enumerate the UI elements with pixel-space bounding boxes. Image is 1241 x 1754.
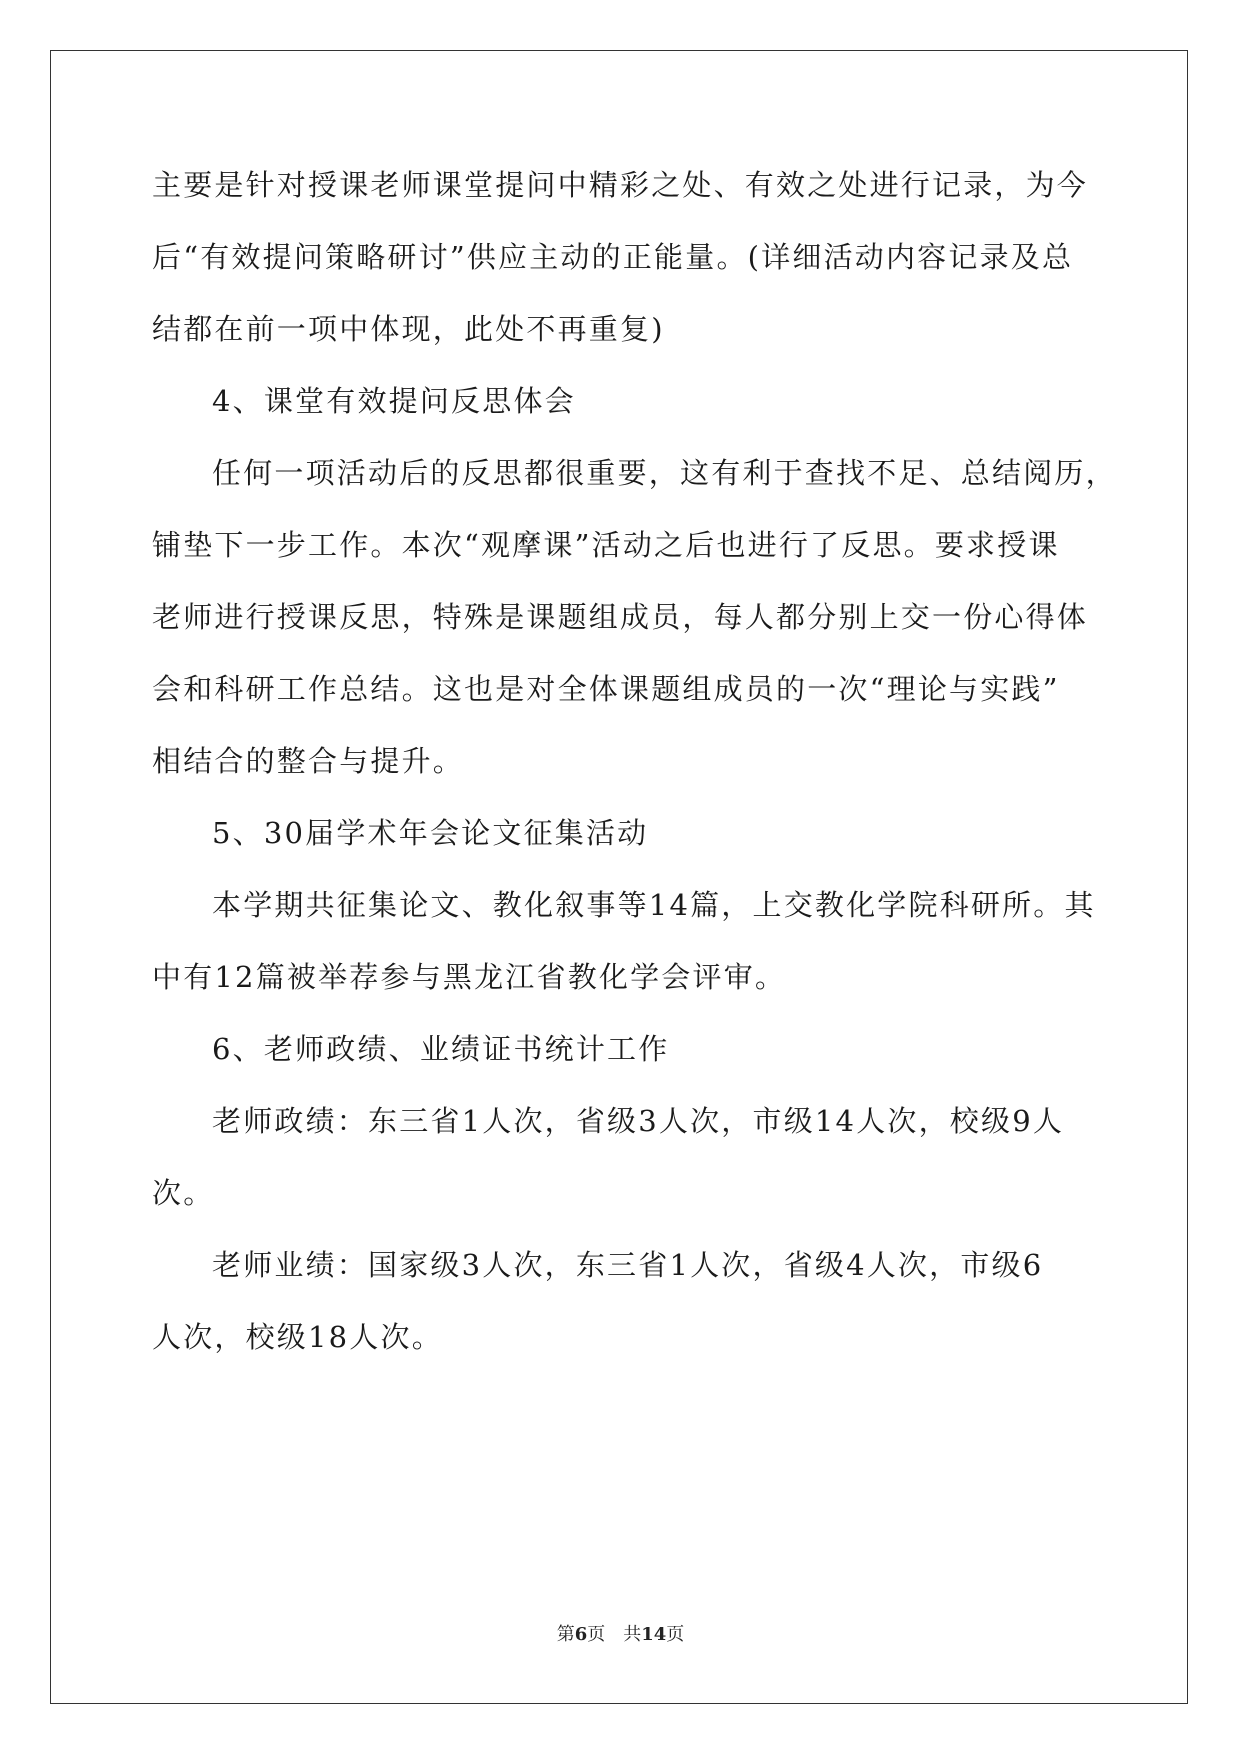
paragraph-line: 中有12篇被举荐参与黑龙江省教化学会评审。 <box>152 960 787 994</box>
paragraph-line: 主要是针对授课老师课堂提问中精彩之处、有效之处进行记录，为今 <box>152 168 1089 202</box>
paragraph-line: 相结合的整合与提升。 <box>152 744 465 778</box>
footer-prefix: 第 <box>556 1624 575 1645</box>
total-page-number: 14 <box>641 1624 667 1645</box>
paragraph-line: 次。 <box>152 1176 215 1210</box>
paragraph-line: 老师业绩：国家级3人次，东三省1人次，省级4人次，市级6 <box>212 1248 1044 1282</box>
page-border <box>50 50 1188 1704</box>
paragraph-line: 本学期共征集论文、教化叙事等14篇，上交教化学院科研所。其 <box>212 888 1096 922</box>
paragraph-line: 铺垫下一步工作。本次“观摩课”活动之后也进行了反思。要求授课 <box>152 528 1060 562</box>
footer-suffix: 页 <box>666 1624 685 1645</box>
paragraph-line: 会和科研工作总结。这也是对全体课题组成员的一次“理论与实践” <box>152 672 1060 706</box>
footer-mid: 页 共 <box>587 1624 642 1645</box>
paragraph-line: 人次，校级18人次。 <box>152 1320 443 1354</box>
section-heading: 6、老师政绩、业绩证书统计工作 <box>212 1032 670 1066</box>
current-page-number: 6 <box>574 1624 588 1645</box>
paragraph-line: 结都在前一项中体现，此处不再重复) <box>152 312 665 346</box>
section-heading: 5、30届学术年会论文征集活动 <box>212 816 649 850</box>
section-heading: 4、课堂有效提问反思体会 <box>212 384 576 418</box>
paragraph-line: 老师进行授课反思，特殊是课题组成员，每人都分别上交一份心得体 <box>152 600 1089 634</box>
paragraph-line: 任何一项活动后的反思都很重要，这有利于查找不足、总结阅历， <box>212 456 1117 490</box>
paragraph-line: 后“有效提问策略研讨”供应主动的正能量。(详细活动内容记录及总 <box>152 240 1074 274</box>
page-footer <box>0 1620 1241 1646</box>
paragraph-line: 老师政绩：东三省1人次，省级3人次，市级14人次，校级9人 <box>212 1104 1065 1138</box>
